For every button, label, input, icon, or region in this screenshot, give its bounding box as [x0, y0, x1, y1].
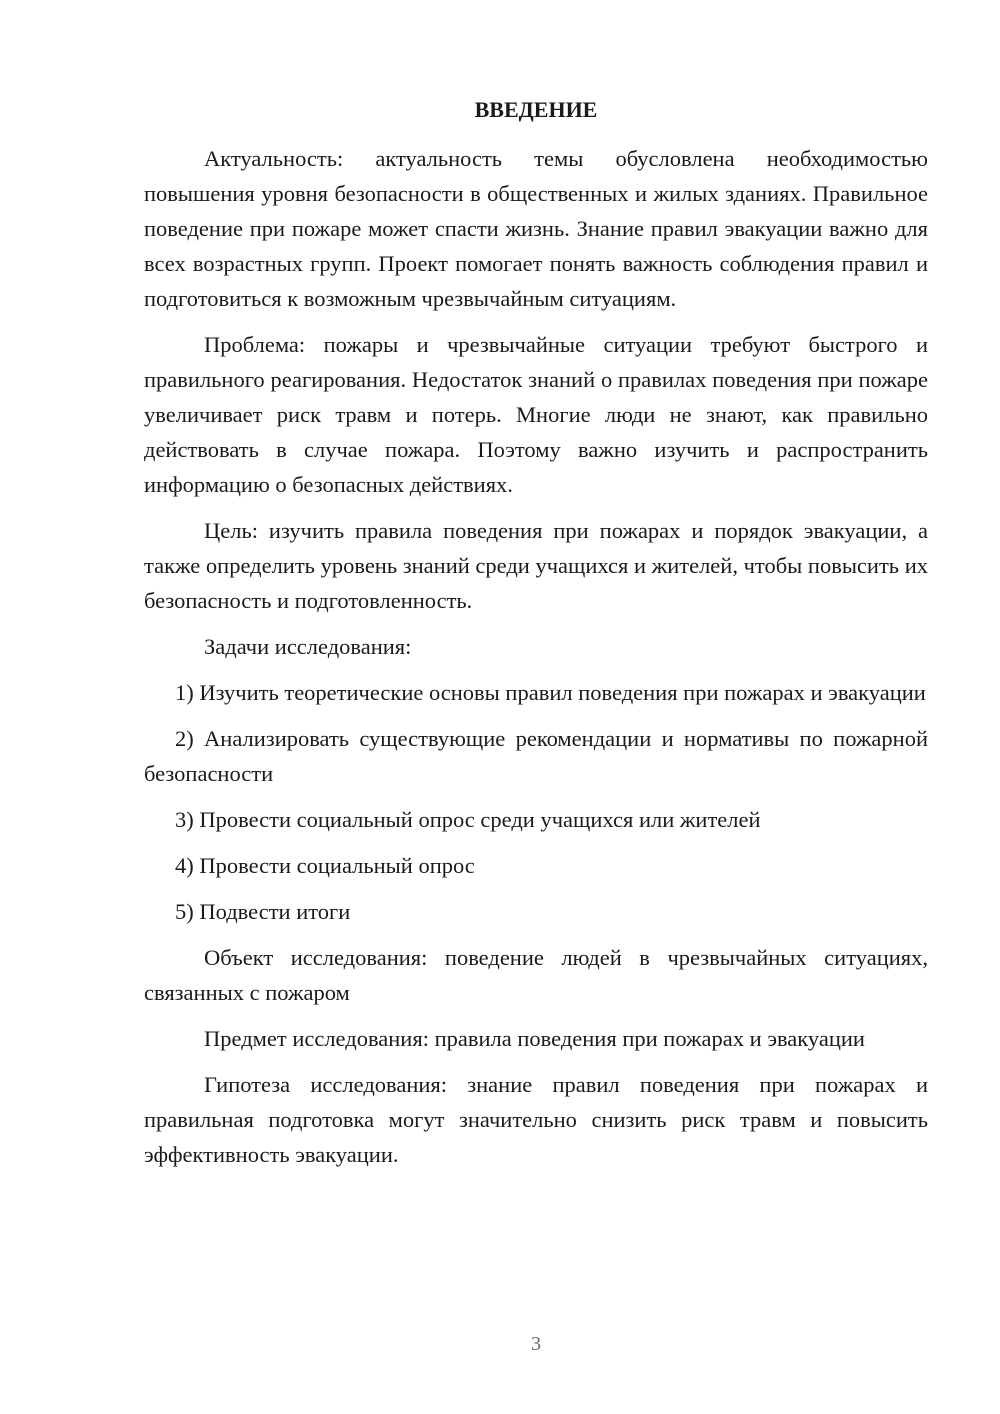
- goal-paragraph: Цель: изучить правила поведения при пожарах и порядок эвакуации, а также определить уровень знаний среди учащихся и жителей, чтобы повысить их безопасность и подготовленность.: [144, 518, 928, 613]
- object-paragraph: Объект исследования: поведение людей в чрезвычайных ситуациях, связанных с пожаром: [144, 945, 928, 1005]
- task-item-5: 5) Подвести итоги: [175, 899, 351, 924]
- subject-paragraph: Предмет исследования: правила поведения при пожарах и эвакуации: [204, 1026, 865, 1051]
- task-item-4: 4) Провести социальный опрос: [175, 853, 475, 878]
- task-item-3: 3) Провести социальный опрос среди учащихся или жителей: [175, 807, 761, 832]
- page-number: 3: [531, 1333, 541, 1355]
- relevance-paragraph: Актуальность: актуальность темы обусловлена необходимостью повышения уровня безопасности в общественных и жилых зданиях. Правильное поведение при пожаре может спасти жизнь. Знание правил эвакуации важно для всех возрастных групп. Проект помогает понять важность соблюдения правил и подготовиться к возможным чрезвычайным ситуациям.: [144, 146, 928, 311]
- page-content: [144, 95, 928, 1183]
- hypothesis-paragraph: Гипотеза исследования: знание правил поведения при пожарах и правильная подготовка могут значительно снизить риск травм и повысить эффективность эвакуации.: [144, 1072, 928, 1167]
- task-item-2: 2) Анализировать существующие рекомендации и нормативы по пожарной безопасности: [144, 726, 928, 786]
- section-heading: ВВЕДЕНИЕ: [474, 97, 598, 122]
- problem-paragraph: Проблема: пожары и чрезвычайные ситуации требуют быстрого и правильного реагирования. Недостаток знаний о правилах поведения при пожаре увеличивает риск травм и потерь. Многие люди не знают, как правильно действовать в случае пожара. Поэтому важно изучить и распространить информацию о безопасных действиях.: [144, 332, 928, 497]
- tasks-title: Задачи исследования:: [204, 634, 412, 659]
- task-item-1: 1) Изучить теоретические основы правил поведения при пожарах и эвакуации: [175, 680, 926, 705]
